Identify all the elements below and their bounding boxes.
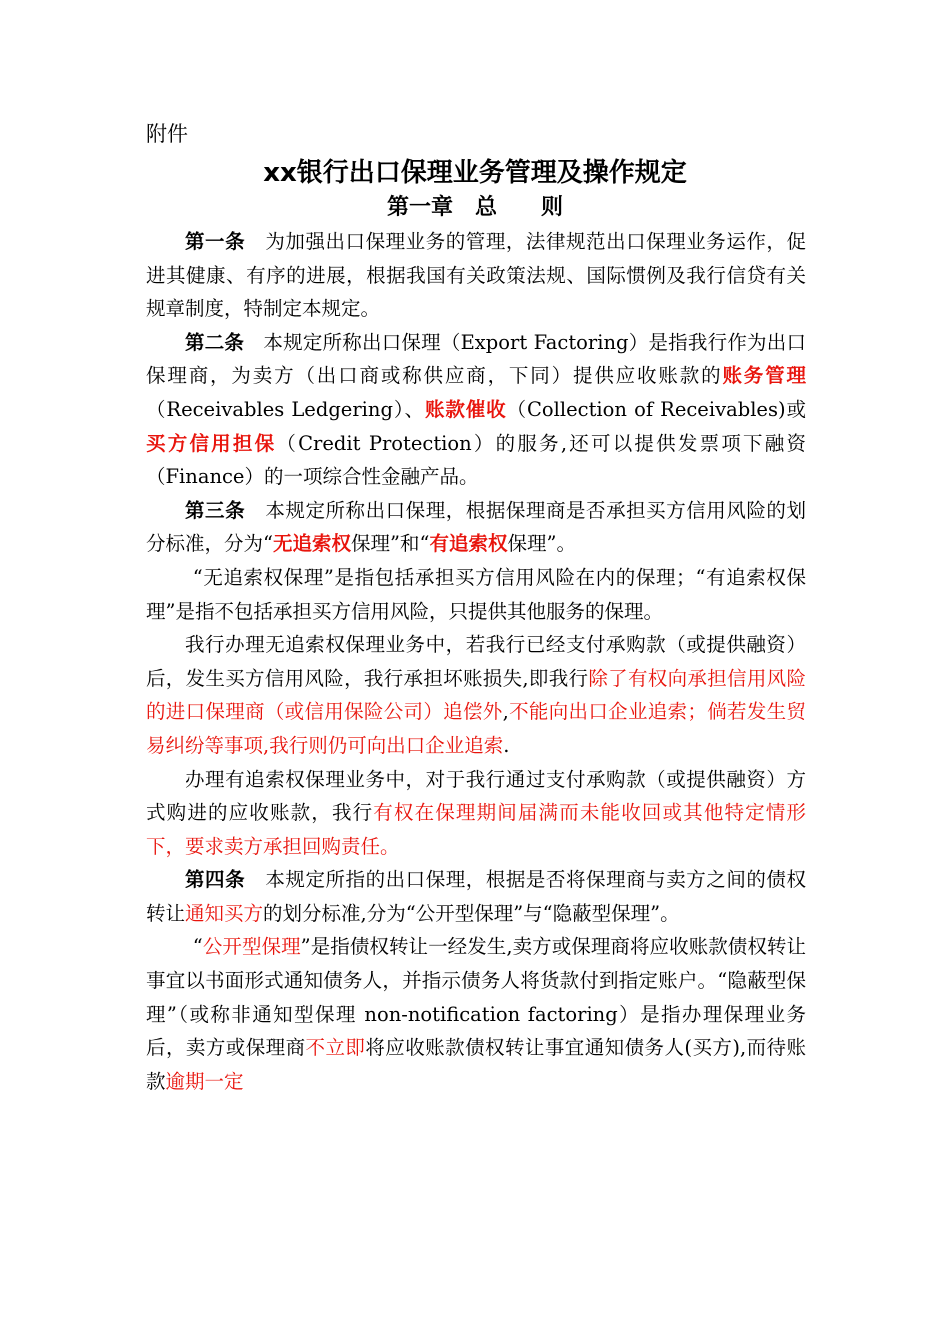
article-3-label: 第三条 <box>185 498 246 522</box>
chapter-heading: 第一章 总 则 <box>386 195 563 220</box>
article-2 <box>146 326 806 494</box>
article-3-highlight-1: 无追索权 <box>272 532 351 556</box>
article-4-p2-text-1: “ <box>192 935 203 959</box>
article-4 <box>146 863 806 930</box>
article-4-p2-red-2: 不立即 <box>305 1036 366 1060</box>
article-2-highlight-2: 账款催收 <box>424 397 507 421</box>
article-3-p3-red-2: 不能向出口企业追索；倘若发生贸易纠纷等事项,我行则仍可向出口企业追索 <box>146 700 806 757</box>
article-3-highlight-2: 有追索权 <box>429 532 508 556</box>
article-1-label: 第一条 <box>185 230 246 253</box>
article-3-p3-text-1: 我行办理无追索权保理业务中，若我行已经支付承购款（或提供融资）后，发生买方信用风险，我行承担坏账损失,即我行 <box>146 633 806 690</box>
article-2-highlight-1: 账务管理 <box>722 364 806 388</box>
attachment-label: 附件 <box>146 122 188 146</box>
article-4-p2-text-3: 将应收账款债权转让事宜通知债务人(买方),而待账款 <box>146 1036 806 1093</box>
document-title: xx银行出口保理业务管理及操作规定 <box>263 158 687 188</box>
article-3-p4-text-1: 办理有追索权保理业务中，对于我行通过支付承购款（或提供融资）方式购进的应收账款，我行 <box>146 767 806 825</box>
article-2-text-4: （Credit Protection）的服务,还可以提供发票项下融资（Finance）的一项综合性金融产品。 <box>146 431 806 489</box>
article-4-paragraph-2 <box>146 930 806 1098</box>
document-body <box>146 225 806 1098</box>
article-4-text-1: 本规定所指的出口保理，根据是否将保理商与卖方之间的债权转让 <box>146 868 806 925</box>
article-3 <box>146 494 806 561</box>
article-3-text-3: 保理”。 <box>507 532 576 556</box>
article-3-paragraph-2: “无追索权保理”是指包括承担买方信用风险在内的保理；“有追索权保理”是指不包括承担买方信用风险，只提供其他服务的保理。 <box>146 565 806 623</box>
article-4-red-1: 通知买方 <box>185 901 264 925</box>
article-3-p4-red-1: 有权在保理期间届满而未能收回或其他特定情形下，要求卖方承担回购责任。 <box>146 801 806 858</box>
article-3-p3-red-1: 除了有权向承担信用风险的进口保理商（或信用保险公司）追偿外 <box>146 666 806 724</box>
article-2-label: 第二条 <box>185 330 245 354</box>
article-4-p2-red-1: 公开型保理 <box>202 935 301 959</box>
article-3-text-1: 本规定所称出口保理，根据保理商是否承担买方信用风险的划分标准，分为“ <box>146 498 806 556</box>
article-3-paragraph-4 <box>146 763 806 864</box>
article-4-p2-red-3: 逾期一定 <box>165 1069 244 1093</box>
article-3-p3-text-3: . <box>503 733 510 757</box>
article-4-p2-text-2: ”是指债权转让一经发生,卖方或保理商将应收账款债权转让事宜以书面形式通知债务人，并指示债务人将货款付到指定账户。“隐蔽型保理”（或称非通知型保理 non-notification factoring）是指办理保理业务后，卖方或保理商 <box>146 935 806 1060</box>
article-1 <box>146 225 806 326</box>
article-3-paragraph-3 <box>146 628 806 762</box>
article-3-text-2: 保理”和“ <box>351 532 430 556</box>
article-1-text: 为加强出口保理业务的管理，法律规范出口保理业务运作，促进其健康、有序的进展，根据我国有关政策法规、国际惯例及我行信贷有关规章制度，特制定本规定。 <box>146 230 806 321</box>
article-2-text-3: （Collection of Receivables)或 <box>506 397 806 421</box>
article-2-text-2: （Receivables Ledgering）、 <box>146 397 425 421</box>
article-4-text-2: 的划分标准,分为“公开型保理”与“隐蔽型保理”。 <box>263 901 680 925</box>
article-2-highlight-3: 买方信用担保 <box>146 431 277 455</box>
article-2-text-1: 本规定所称出口保理（Export Factoring）是指我行作为出口保理商，为卖方（出口商或称供应商，下同）提供应收账款的 <box>146 330 806 388</box>
article-3-p3-text-2: , <box>502 700 509 724</box>
article-4-label: 第四条 <box>185 868 246 892</box>
